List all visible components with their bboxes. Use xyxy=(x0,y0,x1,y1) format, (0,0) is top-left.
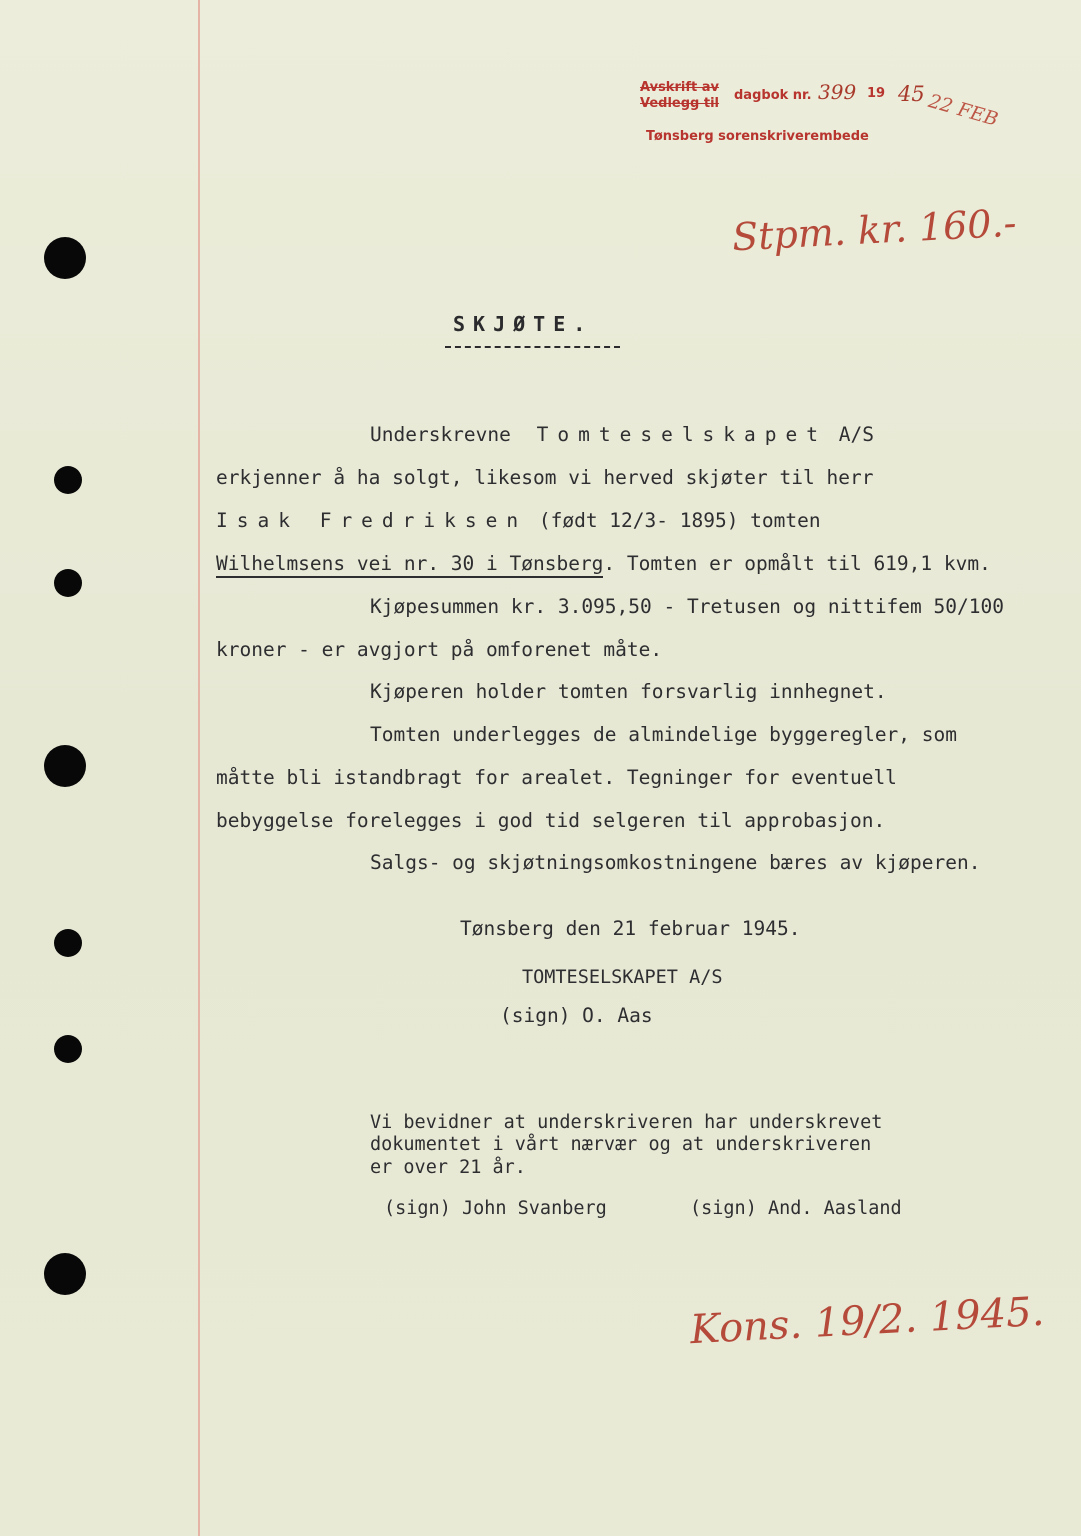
binder-hole xyxy=(54,569,82,597)
stamp-line-2: Vedlegg til xyxy=(640,96,720,111)
stamp-received-date: 22 FEB xyxy=(925,90,1001,131)
buyer-birth: (født 12/3- 1895) tomten xyxy=(538,509,821,532)
witness-line-2: dokumentet i vårt nærvær og at underskriveren xyxy=(370,1134,872,1155)
witness-signature-1: (sign) John Svanberg xyxy=(384,1198,607,1219)
witness-line-1: Vi bevidner at underskriveren har underskrevet xyxy=(370,1112,883,1133)
body-line-8: Tomten underlegges de almindelige byggeregler, som xyxy=(370,723,957,746)
body-line-11: Salgs- og skjøtningsomkostningene bæres av kjøperen. xyxy=(370,851,981,874)
binder-hole xyxy=(44,1253,86,1295)
binder-hole xyxy=(54,1035,82,1063)
title-underline xyxy=(445,346,620,348)
stamp-year-print: 19 xyxy=(867,86,886,101)
stamp-fee-annotation: Stpm. kr. 160.- xyxy=(731,200,1018,260)
body-line-5: Kjøpesummen kr. 3.095,50 - Tretusen og nittifem 50/100 xyxy=(370,595,1004,618)
property-area: . Tomten er opmålt til 619,1 kvm. xyxy=(603,552,991,575)
binder-hole xyxy=(44,237,86,279)
kons-annotation: Kons. 19/2. 1945. xyxy=(689,1288,1046,1354)
binder-hole xyxy=(54,929,82,957)
margin-line xyxy=(198,0,200,1536)
registry-stamp xyxy=(640,80,1020,160)
body-line-10: bebyggelse forelegges i god tid selgeren til approbasjon. xyxy=(216,809,886,832)
stamp-line-1: Avskrift av xyxy=(640,80,719,95)
witness-signature-2: (sign) And. Aasland xyxy=(690,1198,902,1219)
company-signature-name: TOMTESELSKAPET A/S xyxy=(522,967,723,988)
binder-hole xyxy=(44,745,86,787)
body-line-7: Kjøperen holder tomten forsvarlig innhegnet. xyxy=(370,680,887,703)
body-line-6: kroner - er avgjort på omforenet måte. xyxy=(216,638,663,661)
stamp-number: 399 xyxy=(818,80,857,104)
stamp-year-hand: 45 xyxy=(898,82,925,106)
company-suffix: A/S xyxy=(838,423,874,446)
document-title: SKJØTE. xyxy=(453,312,594,336)
body-line-3 xyxy=(216,509,821,532)
witness-line-3: er over 21 år. xyxy=(370,1157,526,1178)
body-line-2: erkjenner å ha solgt, likesom vi herved skjøter til herr xyxy=(216,466,874,489)
signer-intro: Underskrevne xyxy=(370,423,511,446)
binder-hole xyxy=(54,466,82,494)
stamp-dagbok: dagbok nr. xyxy=(734,88,812,103)
property-address: Wilhelmsens vei nr. 30 i Tønsberg xyxy=(216,552,603,578)
body-line-1 xyxy=(370,423,874,446)
place-date: Tønsberg den 21 februar 1945. xyxy=(460,917,801,940)
company-name: Tomteselskapet xyxy=(536,423,828,446)
stamp-office: Tønsberg sorenskriverembede xyxy=(646,129,869,144)
seller-signature: (sign) O. Aas xyxy=(500,1004,653,1027)
body-line-9: måtte bli istandbragt for arealet. Tegninger for eventuell xyxy=(216,766,897,789)
buyer-name: Isak Fredriksen xyxy=(216,509,528,532)
body-line-4 xyxy=(216,552,991,575)
